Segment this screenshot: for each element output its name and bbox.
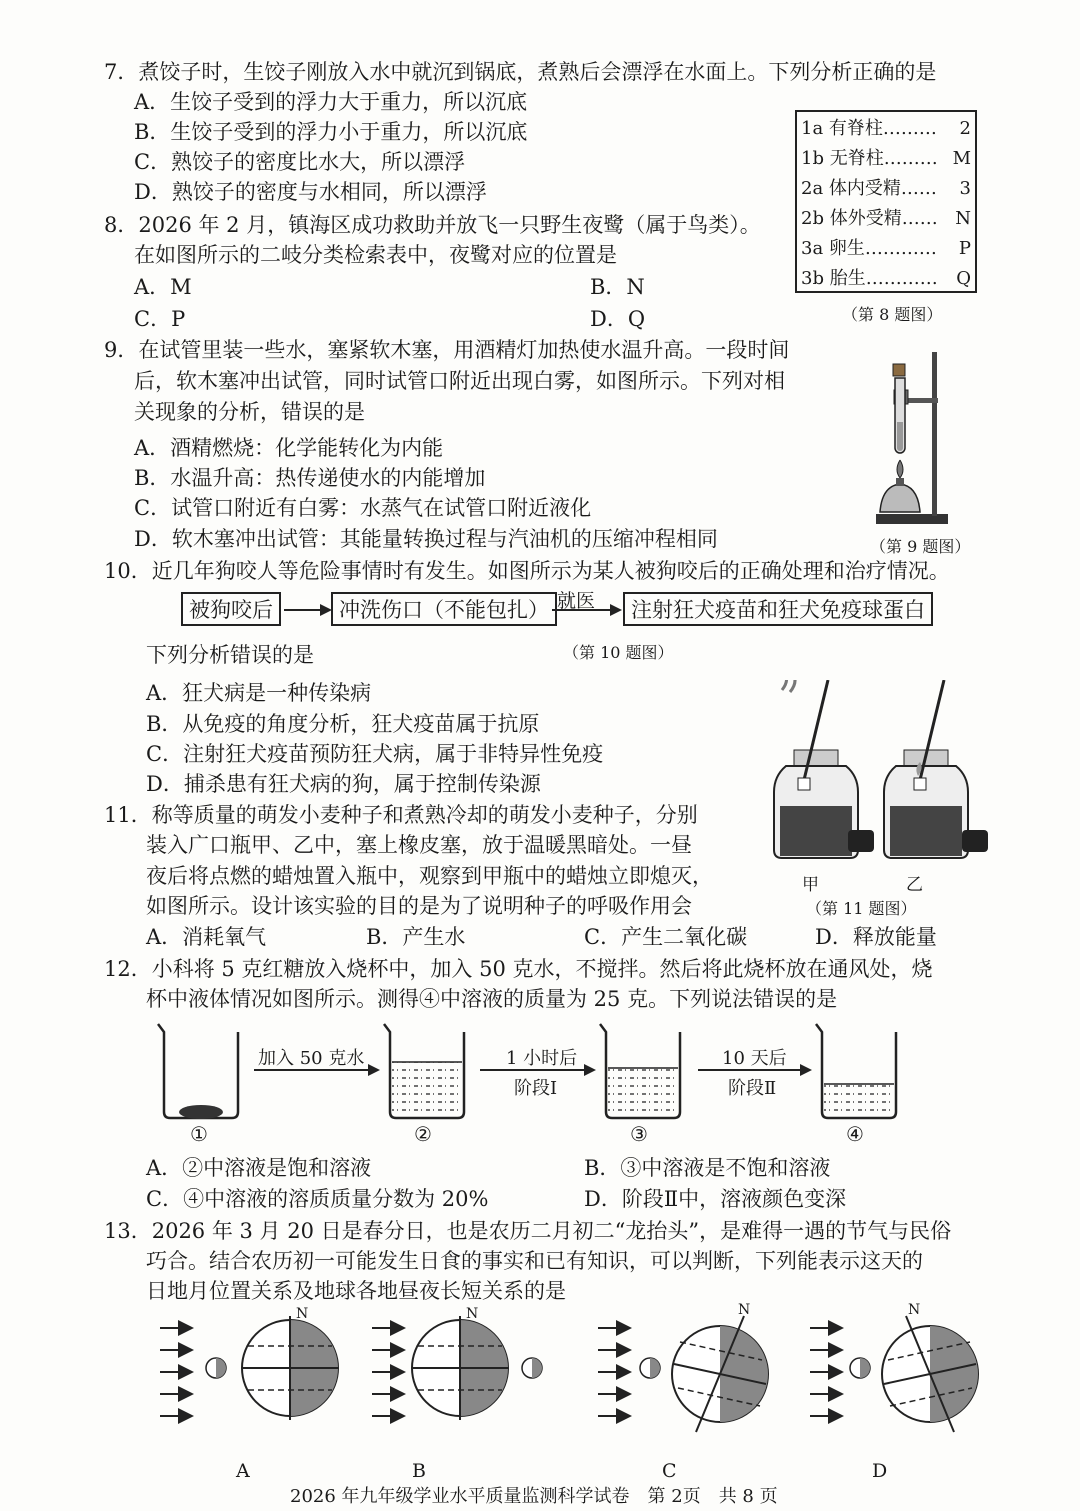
flow-arrow-icon [284, 600, 332, 620]
north-label-b: N [466, 1306, 479, 1322]
diagram-a [160, 1316, 338, 1420]
q10-option-b[interactable]: B．从免疫的角度分析，狂犬疫苗属于抗原 [146, 712, 540, 736]
q9-caption: （第 9 题图） [870, 537, 971, 556]
q8-option-b[interactable]: B．N [590, 275, 645, 299]
q9-option-c[interactable]: C．试管口附近有白雾：水蒸气在试管口附近液化 [134, 496, 592, 520]
q13-stem-3: 日地月位置关系及地球各地昼夜长短关系的是 [146, 1279, 566, 1303]
dichotomous-key-table [795, 110, 977, 293]
diagram-label-d[interactable]: D [872, 1460, 888, 1482]
q12-stem-2: 杯中液体情况如图所示。测得④中溶液的质量为 25 克。下列说法错误的是 [146, 987, 838, 1011]
arrow-label-stage-2: 阶段Ⅱ [728, 1078, 777, 1099]
beaker-label-4: ④ [846, 1122, 864, 1146]
q11-stem: 11．称等质量的萌发小麦种子和煮熟冷却的萌发小麦种子，分别 [104, 803, 698, 827]
q12-option-a[interactable]: A．②中溶液是饱和溶液 [146, 1156, 372, 1180]
q11-option-b[interactable]: B．产生水 [366, 925, 466, 949]
flow-box-vaccine: 注射狂犬疫苗和狂犬免疫球蛋白 [623, 592, 933, 626]
q12-option-c[interactable]: C．④中溶液的溶质质量分数为 20% [146, 1187, 489, 1211]
north-label-d: N [908, 1302, 921, 1318]
q9-stem-2: 后，软木塞冲出试管，同时试管口附近出现白雾，如图所示。下列对相 [134, 369, 785, 393]
q8-stem: 8．2026 年 2 月，镇海区成功救助并放飞一只野生夜鹭（属于鸟类）。 [104, 213, 761, 237]
q11-stem-4: 如图所示。设计该实验的目的是为了说明种子的呼吸作用会 [146, 894, 692, 918]
q7-stem: 7．煮饺子时，生饺子刚放入水中就沉到锅底，煮熟后会漂浮在水面上。下列分析正确的是 [104, 60, 937, 84]
north-label-c: N [738, 1302, 751, 1318]
arrow-label-stage-1: 阶段Ⅰ [514, 1078, 558, 1099]
q10-option-c[interactable]: C．注射狂犬疫苗预防狂犬病，属于非特异性免疫 [146, 742, 604, 766]
flow-box-bitten: 被狗咬后 [181, 592, 281, 626]
q9-option-a[interactable]: A．酒精燃烧：化学能转化为内能 [134, 436, 444, 460]
q8-option-c[interactable]: C．P [134, 307, 186, 331]
q8-caption: （第 8 题图） [842, 305, 943, 324]
diagram-b [372, 1316, 542, 1420]
q8-option-d[interactable]: D．Q [590, 307, 646, 331]
q11-stem-3: 夜后将点燃的蜡烛置入瓶中，观察到甲瓶中的蜡烛立即熄灭， [146, 864, 713, 888]
q11-option-d[interactable]: D．释放能量 [815, 925, 937, 949]
page-footer: 2026 年九年级学业水平质量监测科学试卷 第 2页 共 8 页 [290, 1486, 778, 1507]
diagram-c [598, 1316, 768, 1432]
key-row: 3a 卵生………… P [801, 238, 971, 259]
q11-option-c[interactable]: C．产生二氧化碳 [584, 925, 748, 949]
jar-label-jia: 甲 [802, 875, 819, 895]
q12-option-d[interactable]: D．阶段Ⅱ中，溶液颜色变深 [584, 1187, 847, 1211]
key-row: 3b 胎生………… Q [801, 268, 971, 289]
q10-prompt: 下列分析错误的是 [146, 643, 314, 667]
q8-stem-2: 在如图所示的二岐分类检索表中，夜鹭对应的位置是 [134, 243, 617, 267]
q7-option-d[interactable]: D．熟饺子的密度与水相同，所以漂浮 [134, 180, 487, 204]
q9-option-b[interactable]: B．水温升高：热传递使水的内能增加 [134, 466, 486, 490]
q13-stem-2: 巧合。结合农历初一可能发生日食的事实和已有知识，可以判断，下列能表示这天的 [146, 1249, 923, 1273]
sun-earth-moon-diagrams [150, 1308, 1010, 1458]
key-row: 2b 体外受精…… N [801, 208, 971, 229]
q8-option-a[interactable]: A．M [134, 275, 192, 299]
flow-arrow-icon [552, 600, 624, 620]
key-row: 2a 体内受精…… 3 [801, 178, 971, 199]
beaker-label-3: ③ [630, 1122, 648, 1146]
seed-jars-figure [768, 680, 998, 870]
arrow-label-add-water: 加入 50 克水 [258, 1048, 365, 1069]
flow-label-doctor: 就医 [557, 590, 596, 612]
q11-caption: （第 11 题图） [806, 899, 917, 918]
key-row: 1b 无脊柱……… M [801, 148, 971, 169]
q10-caption: （第 10 题图） [563, 643, 674, 662]
test-tube-apparatus-figure [866, 342, 956, 532]
diagram-d [810, 1316, 978, 1432]
q13-stem: 13．2026 年 3 月 20 日是春分日，也是农历二月初二“龙抬头”，是难得一遇的节气与民俗 [104, 1219, 952, 1243]
beaker-label-1: ① [190, 1122, 208, 1146]
arrow-label-1-hour: 1 小时后 [506, 1048, 578, 1069]
flow-box-wash: 冲洗伤口（不能包扎） [331, 592, 557, 626]
q10-option-a[interactable]: A．狂犬病是一种传染病 [146, 681, 372, 705]
diagram-label-b[interactable]: B [412, 1460, 426, 1482]
north-label-a: N [296, 1306, 309, 1322]
beaker-label-2: ② [414, 1122, 432, 1146]
q12-stem: 12．小科将 5 克红糖放入烧杯中，加入 50 克水，不搅拌。然后将此烧杯放在通风处，烧 [104, 957, 933, 981]
q9-stem: 9．在试管里装一些水，塞紧软木塞，用酒精灯加热使水温升高。一段时间 [104, 338, 790, 362]
jar-label-yi: 乙 [906, 875, 923, 895]
diagram-label-a[interactable]: A [236, 1460, 250, 1482]
q10-option-d[interactable]: D．捕杀患有狂犬病的狗，属于控制传染源 [146, 772, 541, 796]
q9-stem-3: 关现象的分析，错误的是 [134, 400, 365, 424]
arrow-label-10-days: 10 天后 [722, 1048, 787, 1069]
q11-option-a[interactable]: A．消耗氧气 [146, 925, 267, 949]
diagram-label-c[interactable]: C [662, 1460, 677, 1482]
q7-option-b[interactable]: B．生饺子受到的浮力小于重力，所以沉底 [134, 120, 528, 144]
q7-option-c[interactable]: C．熟饺子的密度比水大，所以漂浮 [134, 150, 466, 174]
q10-stem: 10．近几年狗咬人等危险事情时有发生。如图所示为某人被狗咬后的正确处理和治疗情况。 [104, 559, 950, 583]
key-row: 1a 有脊柱……… 2 [801, 118, 971, 139]
q12-option-b[interactable]: B．③中溶液是不饱和溶液 [584, 1156, 831, 1180]
q7-option-a[interactable]: A．生饺子受到的浮力大于重力，所以沉底 [134, 90, 528, 114]
q11-stem-2: 装入广口瓶甲、乙中，塞上橡皮塞，放于温暖黑暗处。一昼 [146, 833, 692, 857]
q9-option-d[interactable]: D．软木塞冲出试管：其能量转换过程与汽油机的压缩冲程相同 [134, 527, 718, 551]
